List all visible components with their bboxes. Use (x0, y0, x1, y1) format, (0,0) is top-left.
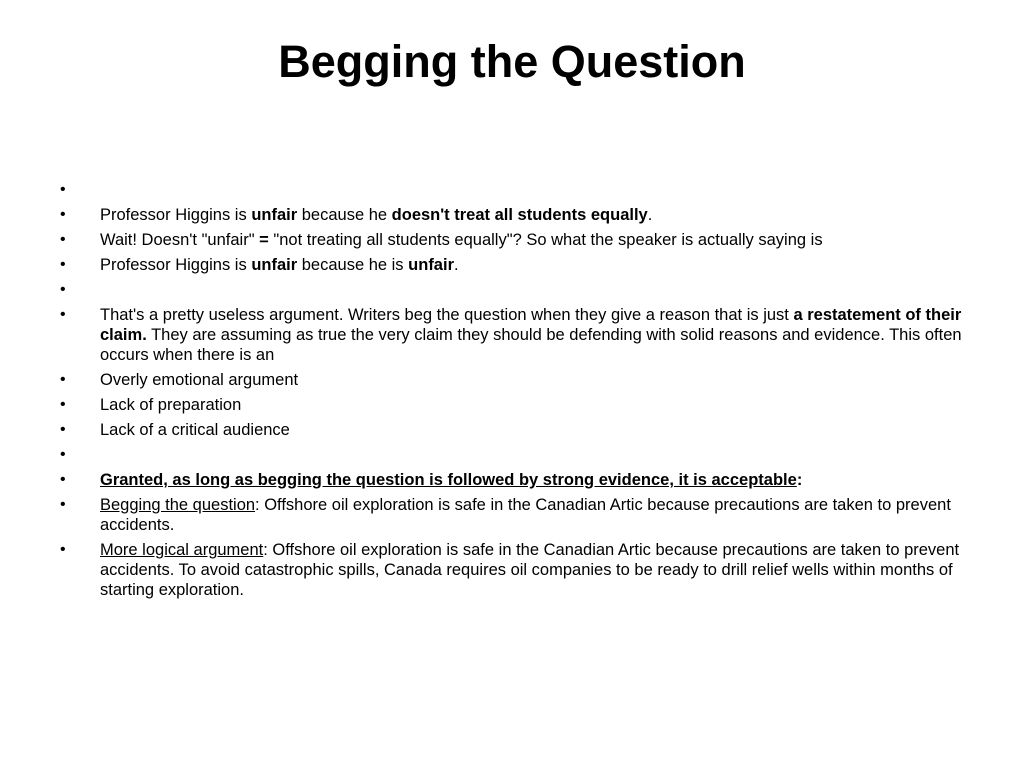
bullet-item-empty-3 (60, 445, 970, 465)
text-segment: That's a pretty useless argument. Writers beg the question when they give a reason that is just (100, 306, 794, 324)
bullet-item-logical-example (60, 540, 970, 600)
bold-text: : (796, 471, 803, 489)
bullet-item-audience (60, 420, 970, 440)
text-segment: : Offshore oil exploration is safe in the Canadian Artic because precautions are taken to prevent accidents. (100, 496, 951, 534)
text-segment: Professor Higgins is (100, 256, 252, 274)
bullet-item-emotional (60, 370, 970, 390)
bullet-item-empty-1 (60, 180, 970, 200)
text-segment: Wait! Doesn't "unfair" (100, 231, 260, 249)
slide-title: Begging the Question (278, 36, 746, 87)
text-segment: . (647, 206, 653, 224)
bold-text: doesn't treat all students equally (391, 206, 648, 224)
text-segment: Lack of a critical audience (100, 421, 290, 439)
text-segment: because he (297, 206, 392, 224)
bullet-item-preparation (60, 395, 970, 415)
text-segment: : Offshore oil exploration is safe in the Canadian Artic because precautions are taken to prevent accidents. To avoid catastrophic spills, Canada requires oil companies to be ready to drill relief wells within months of starting exploration. (100, 541, 960, 599)
underlined-text: Begging the question (100, 496, 256, 514)
text-segment: "not treating all students equally"? So what the speaker is actually saying is (268, 231, 823, 249)
bullet-item-restatement (60, 255, 970, 275)
text-segment: They are assuming as true the very claim they should be defending with solid reasons and evidence. This often occurs when there is an (100, 326, 962, 364)
text-segment: Overly emotional argument (100, 371, 299, 389)
underlined-text: More logical argument (100, 541, 264, 559)
bullet-item-empty-2 (60, 280, 970, 300)
text-segment: . (454, 256, 459, 274)
bold-underlined-text: Granted, as long as begging the question is followed by strong evidence, it is acceptable (100, 471, 797, 489)
bullet-item-wait (60, 230, 970, 250)
bullet-item-granted (60, 470, 970, 490)
bullet-item-explanation (60, 305, 970, 365)
text-segment: because he is (297, 256, 409, 274)
text-segment: Professor Higgins is (100, 206, 252, 224)
bullet-list (60, 180, 970, 605)
bold-text: unfair (408, 256, 454, 274)
bullet-item-claim (60, 205, 970, 225)
bold-text: a restatement of their claim. (100, 306, 962, 344)
text-segment: Lack of preparation (100, 396, 242, 414)
bold-text: = (259, 231, 269, 249)
bullet-item-begging-example (60, 495, 970, 535)
bold-text: unfair (251, 206, 298, 224)
bold-text: unfair (251, 256, 298, 274)
